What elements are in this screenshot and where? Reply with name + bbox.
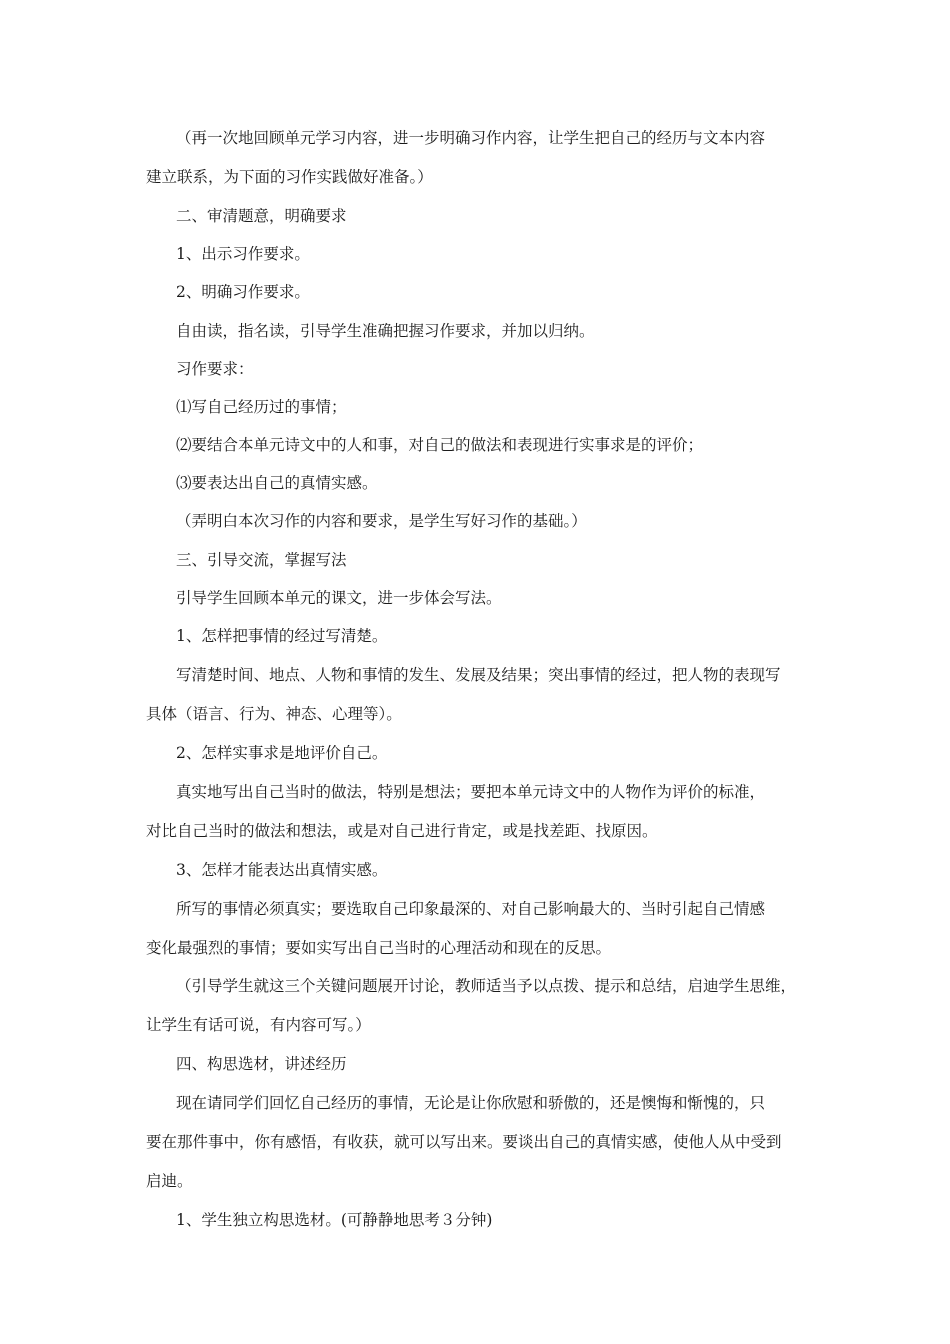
text-line: ⑴写自己经历过的事情；: [176, 398, 347, 416]
text-line: 现在请同学们回忆自己经历的事情，无论是让你欣慰和骄傲的，还是懊悔和惭愧的，只: [176, 1094, 766, 1112]
text-line: 要在那件事中，你有感悟，有收获，就可以写出来。要谈出自己的真情实感，使他人从中受到: [146, 1133, 782, 1151]
text-line: （引导学生就这三个关键问题展开讨论，教师适当予以点拨、提示和总结，启迪学生思维，: [176, 977, 797, 995]
text-line: 引导学生回顾本单元的课文，进一步体会写法。: [176, 589, 502, 607]
text-line: 1、学生独立构思选材。(可静静地思考３分钟): [176, 1211, 493, 1229]
text-line: 写清楚时间、地点、人物和事情的发生、发展及结果；突出事情的经过，把人物的表现写: [176, 666, 781, 684]
section-heading: 二、审清题意，明确要求: [176, 207, 347, 225]
text-line: 3、怎样才能表达出真情实感。: [176, 861, 388, 879]
text-line: 自由读，指名读，引导学生准确把握习作要求，并加以归纳。: [176, 322, 595, 340]
section-heading: 三、引导交流，掌握写法: [176, 551, 347, 569]
text-line: 真实地写出自己当时的做法，特别是想法；要把本单元诗文中的人物作为评价的标准，: [176, 783, 766, 801]
text-line: （弄明白本次习作的内容和要求，是学生写好习作的基础。）: [176, 512, 587, 530]
text-line: ⑵要结合本单元诗文中的人和事，对自己的做法和表现进行实事求是的评价；: [176, 436, 704, 454]
text-line: 1、怎样把事情的经过写清楚。: [176, 627, 388, 645]
text-line: （再一次地回顾单元学习内容，进一步明确习作内容，让学生把自己的经历与文本内容: [176, 129, 766, 147]
text-line: 变化最强烈的事情；要如实写出自己当时的心理活动和现在的反思。: [146, 939, 612, 957]
text-line: 所写的事情必须真实；要选取自己印象最深的、对自己影响最大的、当时引起自己情感: [176, 900, 766, 918]
text-line: 启迪。: [146, 1172, 193, 1190]
text-line: ⑶要表达出自己的真情实感。: [176, 474, 378, 492]
text-line: 2、明确习作要求。: [176, 283, 310, 301]
text-line: 1、出示习作要求。: [176, 245, 310, 263]
text-line: 2、怎样实事求是地评价自己。: [176, 744, 388, 762]
text-line: 建立联系，为下面的习作实践做好准备。）: [146, 168, 433, 186]
text-line: 习作要求：: [176, 360, 254, 378]
text-line: 对比自己当时的做法和想法，或是对自己进行肯定，或是找差距、找原因。: [146, 822, 658, 840]
text-line: 让学生有话可说，有内容可写。）: [146, 1016, 371, 1034]
section-heading: 四、构思选材，讲述经历: [176, 1055, 347, 1073]
text-line: 具体（语言、行为、神态、心理等）。: [146, 705, 402, 723]
